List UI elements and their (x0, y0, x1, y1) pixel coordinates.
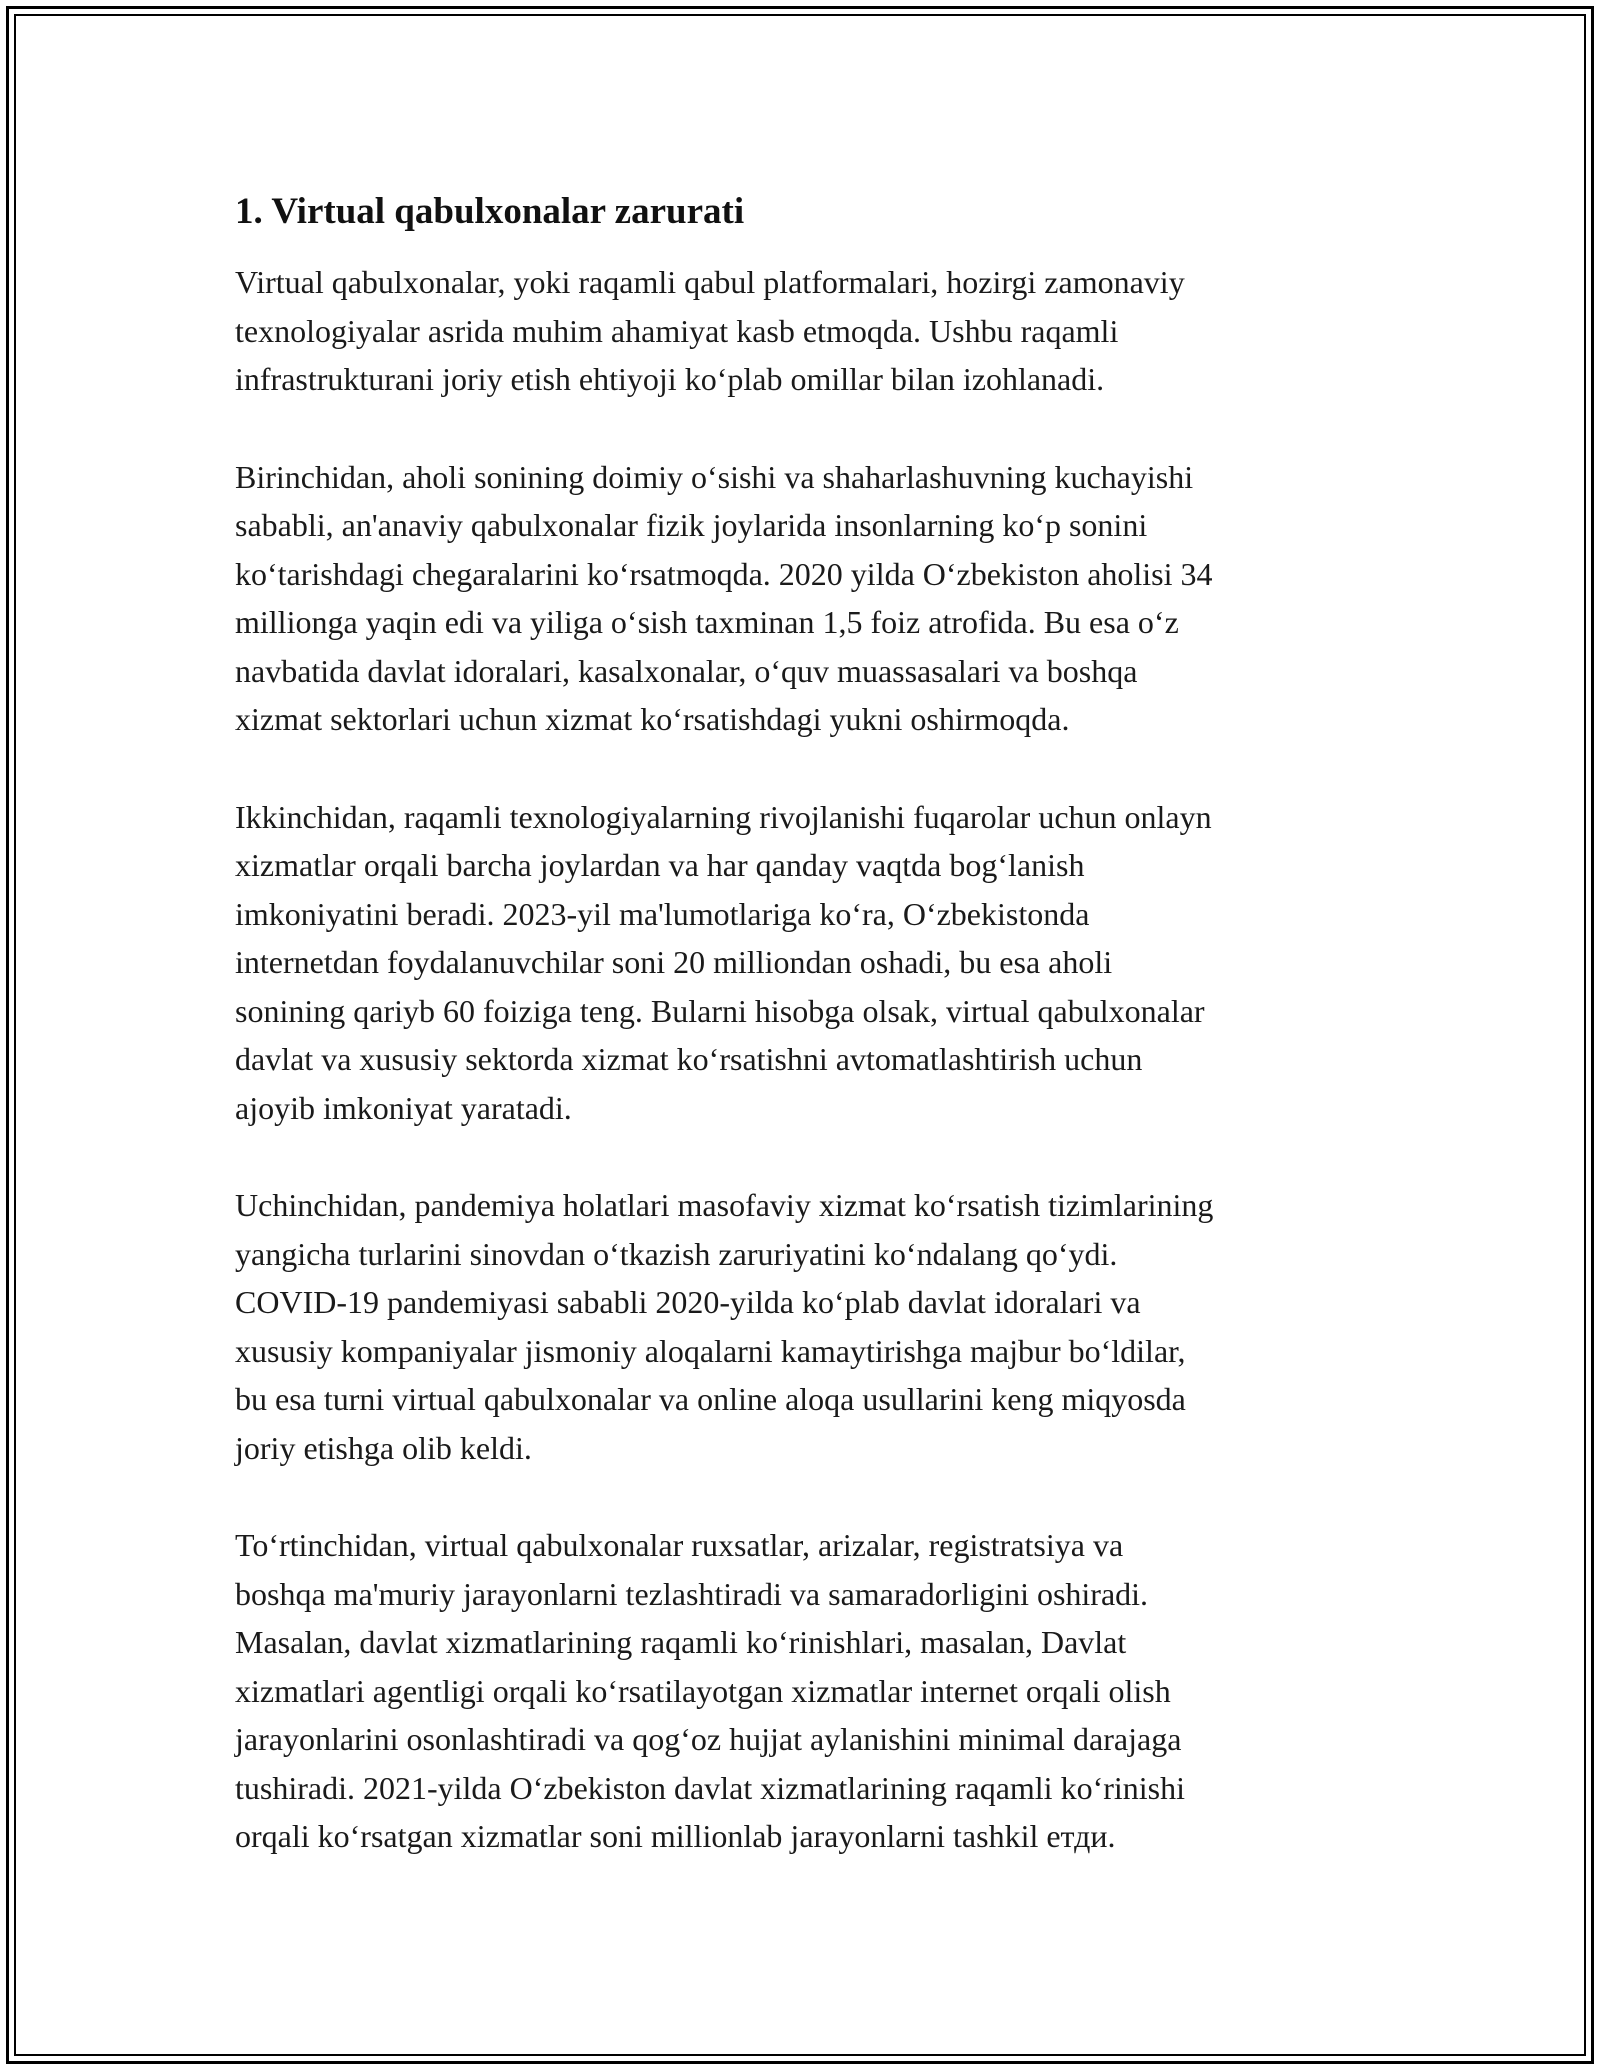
paragraph-second: Ikkinchidan, raqamli texnologiyalarning rivojlanishi fuqarolar uchun onlayn xizmatlar orqali barcha joylardan va har qanday vaqtda bogʻlanish imkoniyatini beradi. 2023-yil ma'lumotlariga koʻra, Oʻzbekistonda internetdan foydalanuvchilar soni 20 milliondan oshadi, bu esa aholi sonining qariyb 60 foiziga teng. Bularni hisobga olsak, virtual qabulxonalar davlat va xususiy sektorda xizmat koʻrsatishni avtomatlashtirish uchun ajoyib imkoniyat yaratadi. (235, 798, 1212, 1126)
section-heading: 1. Virtual qabulxonalar zarurati (235, 191, 745, 232)
paragraph-third: Uchinchidan, pandemiya holatlari masofaviy xizmat koʻrsatish tizimlarining yangicha turlarini sinovdan oʻtkazish zaruriyatini koʻndalang qoʻydi. COVID-19 pandemiyasi sababli 2020-yilda koʻplab davlat idoralari va xususiy kompaniyalar jismoniy aloqalarni kamaytirishga majbur boʻldilar, bu esa turni virtual qabulxonalar va online aloqa usullarini keng miqyosda joriy etishga olib keldi. (235, 1187, 1214, 1466)
paragraph-intro: Virtual qabulxonalar, yoki raqamli qabul platformalari, hozirgi zamonaviy texnologiyalar asrida muhim ahamiyat kasb etmoqda. Ushbu raqamli infrastrukturani joriy etish ehtiyoji koʻplab omillar bilan izohlanadi. (235, 264, 1185, 397)
document-body (235, 186, 1385, 1910)
paragraph-first: Birinchidan, aholi sonining doimiy oʻsishi va shaharlashuvning kuchayishi sababli, an'anaviy qabulxonalar fizik joylarida insonlarning koʻp sonini koʻtarishdagi chegaralarini koʻrsatmoqda. 2020 yilda Oʻzbekiston aholisi 34 millionga yaqin edi va yiliga oʻsish taxminan 1,5 foiz atrofida. Bu esa oʻz navbatida davlat idoralari, kasalxonalar, oʻquv muassasalari va boshqa xizmat sektorlari uchun xizmat koʻrsatishdagi yukni oshirmoqda. (235, 458, 1213, 737)
paragraph-fourth: Toʻrtinchidan, virtual qabulxonalar ruxsatlar, arizalar, registratsiya va boshqa ma'muriy jarayonlarni tezlashtiradi va samaradorligini oshiradi. Masalan, davlat xizmatlarining raqamli koʻrinishlari, masalan, Davlat xizmatlari agentligi orqali koʻrsatilayotgan xizmatlar internet orqali olish jarayonlarini osonlashtiradi va qogʻoz hujjat aylanishini minimal darajaga tushiradi. 2021-yilda Oʻzbekiston davlat xizmatlarining raqamli koʻrinishi orqali koʻrsatgan xizmatlar soni millionlab jarayonlarni tashkil етди. (235, 1527, 1185, 1854)
